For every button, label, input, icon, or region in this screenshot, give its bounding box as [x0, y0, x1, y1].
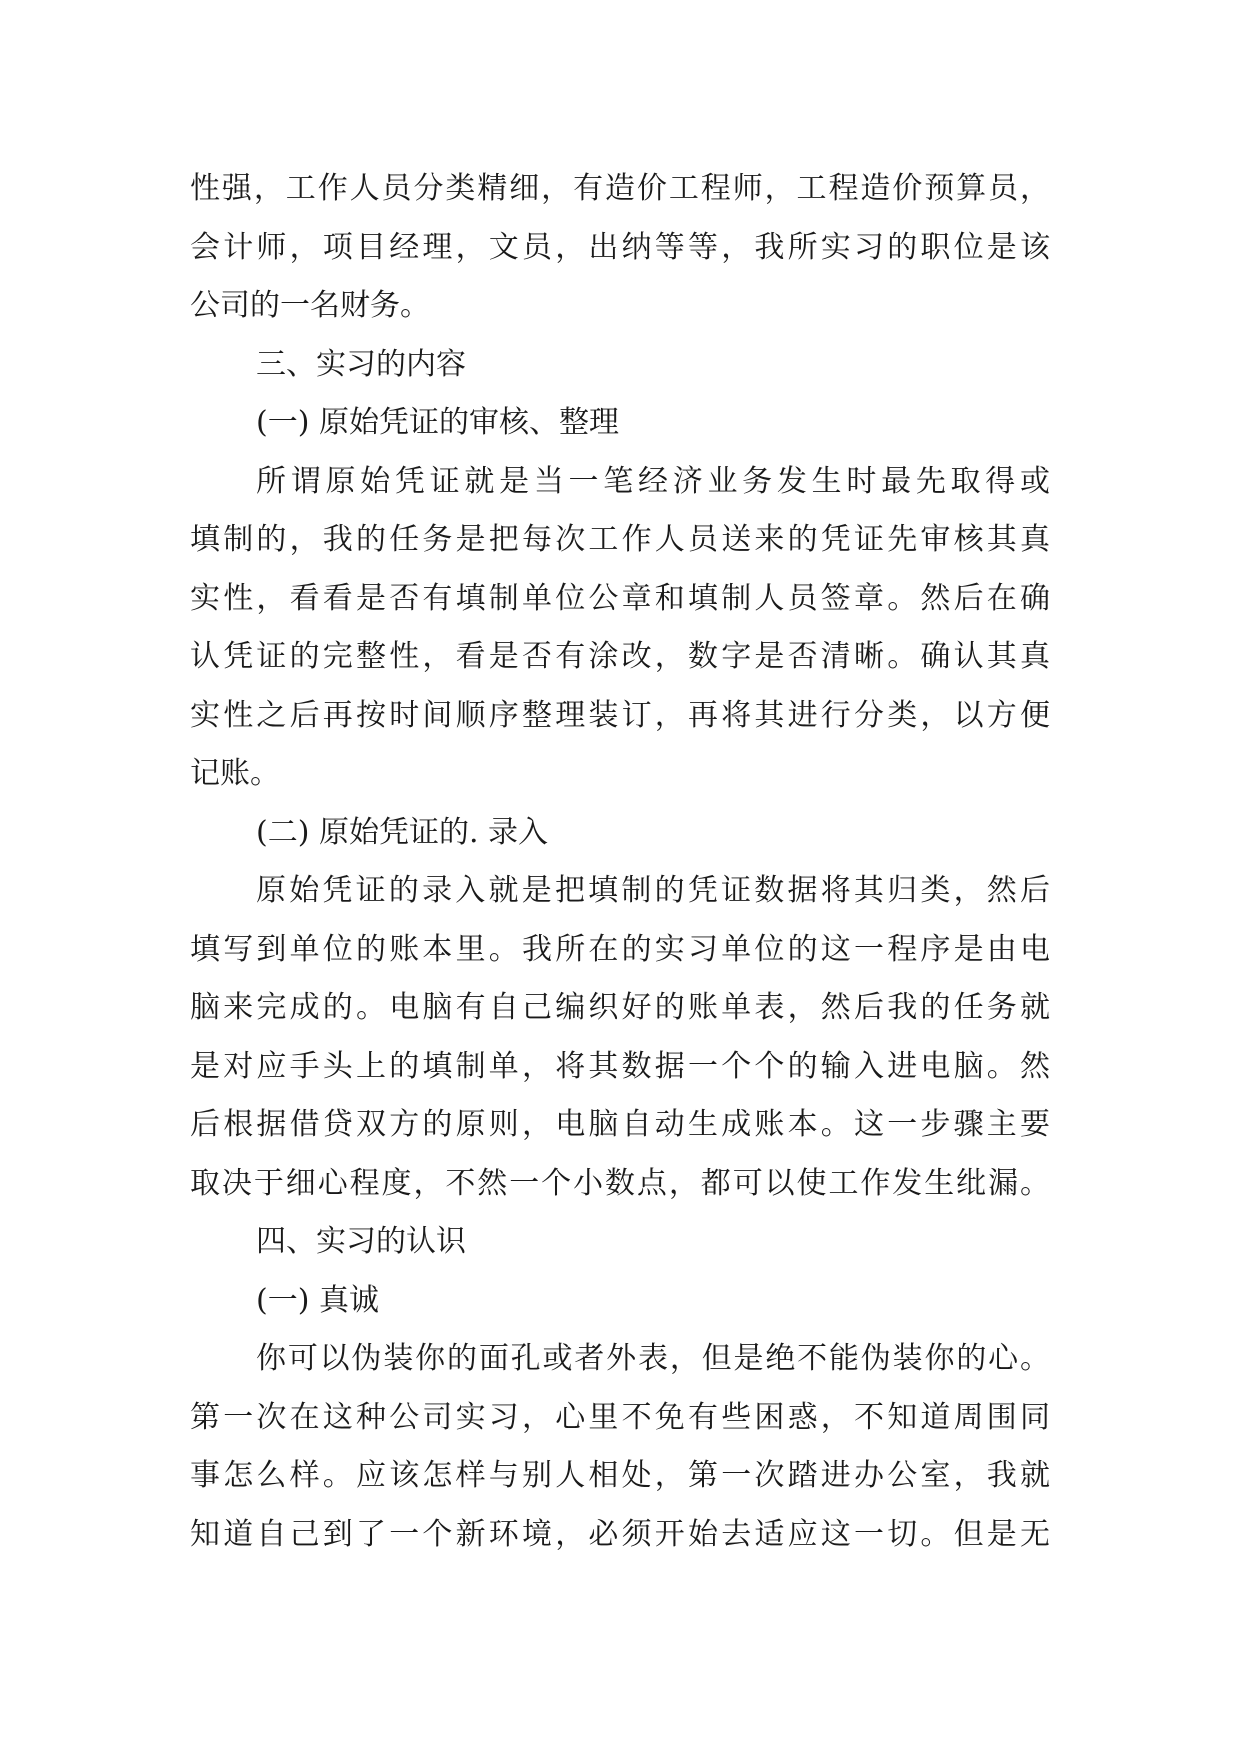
text-line: (一) 真诚 — [256, 1282, 379, 1318]
text-line: 三、实习的内容 — [256, 346, 466, 382]
text-line: 你可以伪装你的面孔或者外表，但是绝不能伪装你的心。 — [256, 1341, 1050, 1376]
text-line: 后根据借贷双方的原则，电脑自动生成账本。这一步骤主要 — [190, 1107, 1050, 1142]
text-line: 事怎么样。应该怎样与别人相处，第一次踏进办公室，我就 — [190, 1458, 1050, 1493]
text-line: 认凭证的完整性，看是否有涂改，数字是否清晰。确认其真 — [190, 639, 1050, 674]
text-line: 第一次在这种公司实习，心里不免有些困惑，不知道周围同 — [190, 1399, 1050, 1435]
text-line: 公司的一名财务。 — [190, 288, 430, 323]
text-line: 是对应手头上的填制单，将其数据一个个的输入进电脑。然 — [190, 1048, 1050, 1084]
text-line: 实性，看看是否有填制单位公章和填制人员签章。然后在确 — [190, 580, 1050, 616]
text-line: 所谓原始凭证就是当一笔经济业务发生时最先取得或 — [256, 463, 1050, 499]
text-line: 会计师，项目经理，文员，出纳等等，我所实习的职位是该 — [190, 229, 1050, 265]
text-line: 性强，工作人员分类精细，有造价工程师，工程造价预算员， — [190, 171, 1050, 206]
text-line: 取决于细心程度，不然一个小数点，都可以使工作发生纰漏。 — [190, 1165, 1050, 1201]
text-line: 实性之后再按时间顺序整理装订，再将其进行分类，以方便 — [190, 697, 1050, 733]
text-line: (一) 原始凭证的审核、整理 — [256, 405, 619, 440]
text-line: 知道自己到了一个新环境，必须开始去适应这一切。但是无 — [190, 1516, 1050, 1552]
text-line: (二) 原始凭证的. 录入 — [256, 814, 549, 850]
text-line: 记账。 — [190, 756, 280, 791]
text-line: 填写到单位的账本里。我所在的实习单位的这一程序是由电 — [190, 931, 1050, 967]
text-line: 填制的，我的任务是把每次工作人员送来的凭证先审核其真 — [190, 522, 1050, 557]
text-line: 原始凭证的录入就是把填制的凭证数据将其归类，然后 — [256, 873, 1050, 908]
document-body — [190, 160, 1050, 1564]
text-line: 四、实习的认识 — [256, 1224, 466, 1259]
text-line: 脑来完成的。电脑有自己编织好的账单表，然后我的任务就 — [190, 990, 1050, 1025]
